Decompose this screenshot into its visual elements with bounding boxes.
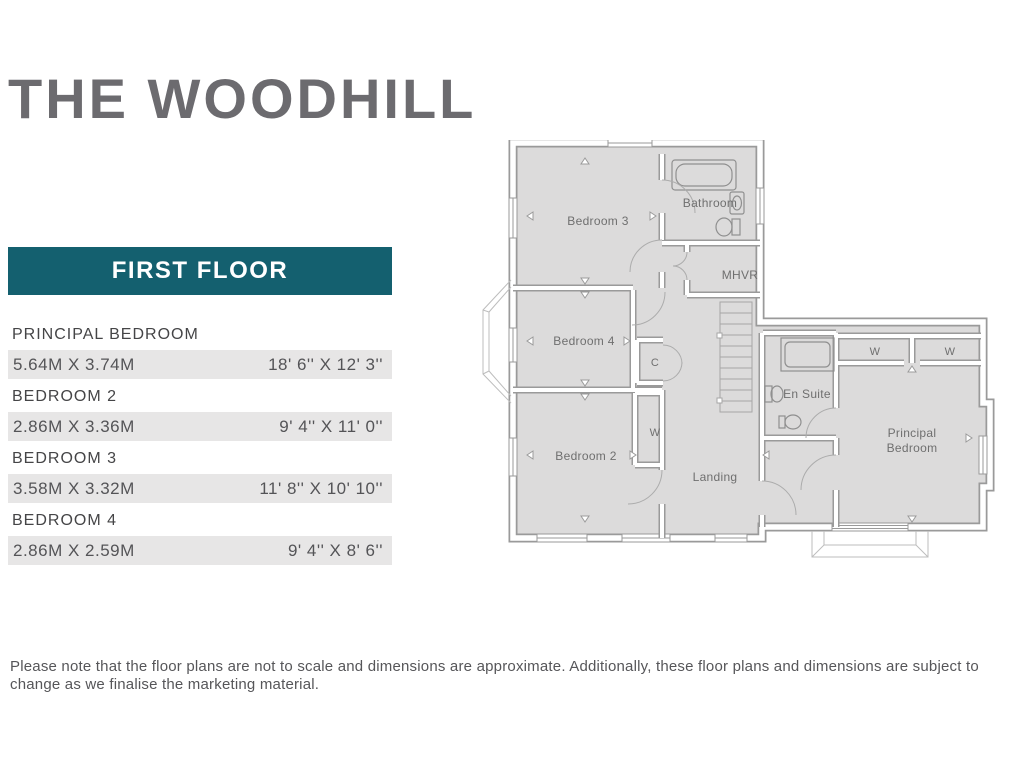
room-name: BEDROOM 4 — [12, 512, 118, 529]
mhvr-label: MHVR — [721, 268, 759, 282]
metric-dimensions: 2.86M X 3.36M — [13, 416, 135, 436]
imperial-dimensions: 9' 4'' X 11' 0'' — [279, 416, 383, 436]
ensuite-label: En Suite — [783, 387, 831, 401]
balcony-outline — [812, 531, 928, 557]
bathroom-label: Bathroom — [682, 196, 738, 210]
principal-bedroom-label-line2: Bedroom — [886, 441, 938, 455]
room-entry-principal-bedroom — [8, 326, 392, 379]
room-dimensions-row — [8, 536, 392, 565]
imperial-dimensions: 11' 8'' X 10' 10'' — [259, 478, 383, 498]
room-dimensions-row — [8, 474, 392, 503]
imperial-dimensions: 9' 4'' X 8' 6'' — [287, 540, 383, 560]
room-dimensions-row — [8, 350, 392, 379]
bedroom4-label: Bedroom 4 — [553, 334, 615, 348]
room-name: BEDROOM 3 — [12, 450, 118, 467]
metric-dimensions: 2.86M X 2.59M — [13, 540, 135, 560]
closet-label: C — [650, 357, 660, 369]
room-dimension-list — [8, 326, 392, 565]
dimensions-panel — [8, 247, 392, 574]
room-name: BEDROOM 2 — [12, 388, 118, 405]
bedroom2-label: Bedroom 2 — [555, 449, 617, 463]
bay-window-outline — [483, 280, 511, 403]
principal-bedroom-label-line1: Principal — [887, 426, 937, 440]
landing-label: Landing — [692, 470, 738, 484]
page-title: THE WOODHILL — [8, 67, 477, 130]
room-dimensions-row — [8, 412, 392, 441]
room-entry-bedroom-2 — [8, 388, 392, 441]
imperial-dimensions: 18' 6'' X 12' 3'' — [268, 354, 383, 374]
room-entry-bedroom-4 — [8, 512, 392, 565]
wardrobe-label: W — [649, 427, 661, 439]
metric-dimensions: 3.58M X 3.32M — [13, 478, 135, 498]
metric-dimensions: 5.64M X 3.74M — [13, 354, 135, 374]
floorplan — [480, 140, 1020, 570]
wardrobe-right-label: W — [944, 346, 956, 358]
bedroom3-label: Bedroom 3 — [567, 214, 629, 228]
room-name: PRINCIPAL BEDROOM — [12, 326, 199, 343]
wardrobe-left-label: W — [869, 346, 881, 358]
disclaimer-note: Please note that the floor plans are not to scale and dimensions are approximate. Additionally, these floor plans and dimensions are subject to change as we finalise the marketing material. — [10, 658, 979, 693]
floor-header: FIRST FLOOR — [8, 247, 392, 295]
room-entry-bedroom-3 — [8, 450, 392, 503]
